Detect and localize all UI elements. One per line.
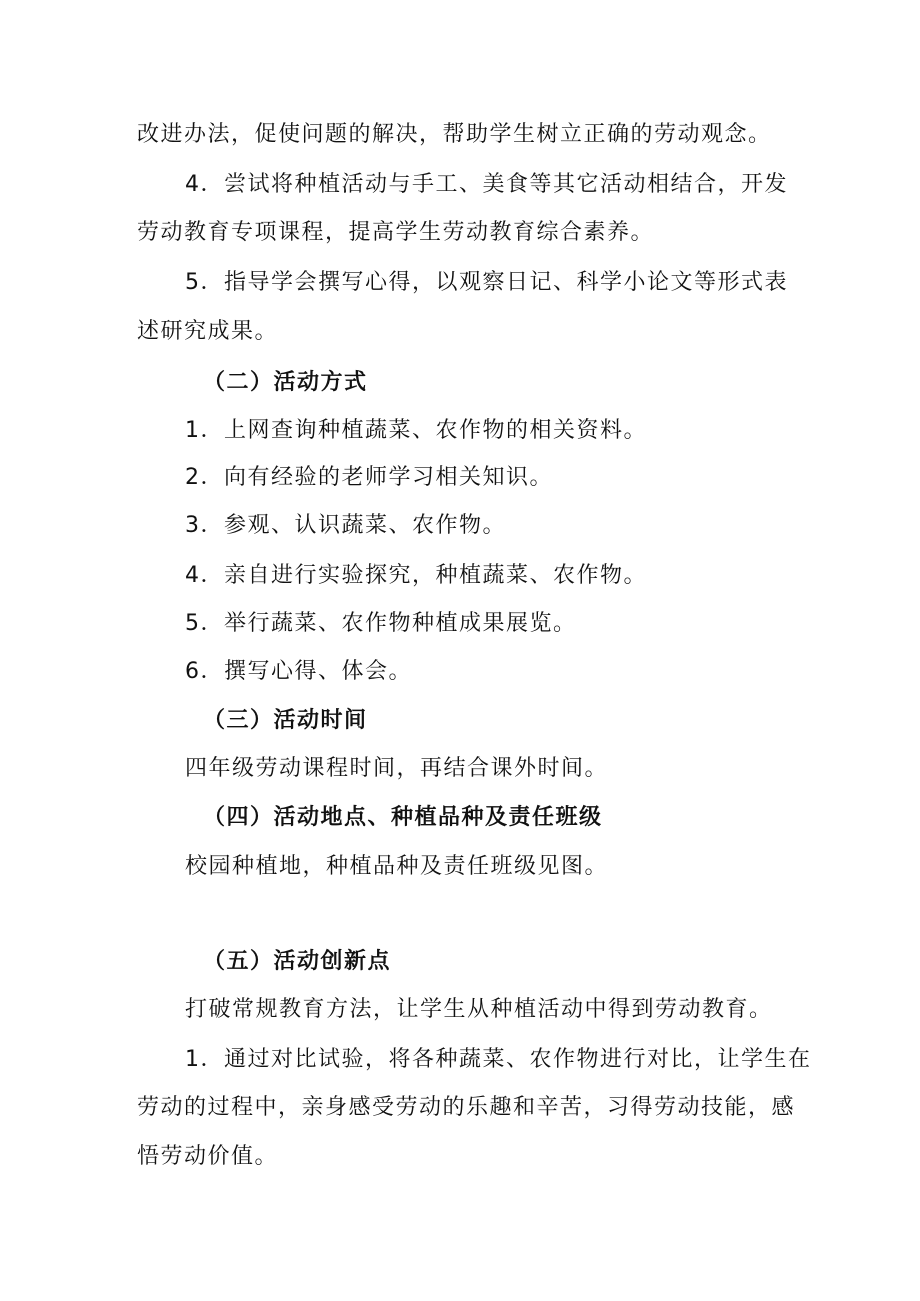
section-heading: （四）活动地点、种植品种及责任班级 [203,805,603,830]
paragraph-line: 打破常规教育方法，让学生从种植活动中得到劳动教育。 [185,997,773,1022]
list-item: 3．参观、认识蔬菜、农作物。 [185,513,506,538]
list-item: 6．撰写心得、体会。 [185,659,412,684]
paragraph-line: 改进办法，促使问题的解决，帮助学生树立正确的劳动观念。 [137,122,772,147]
section-heading: （五）活动创新点 [203,949,392,974]
section-heading: （二）活动方式 [203,370,368,395]
list-item: 5．举行蔬菜、农作物种植成果展览。 [185,611,577,636]
list-item: 1．通过对比试验，将各种蔬菜、农作物进行对比，让学生在 [185,1047,812,1072]
list-item: 1．上网查询种植蔬菜、农作物的相关资料。 [185,418,647,443]
paragraph-line: 劳动的过程中，亲身感受劳动的乐趣和辛苦，习得劳动技能，感 [137,1095,796,1120]
list-item: 4．尝试将种植活动与手工、美食等其它活动相结合，开发 [185,172,788,197]
paragraph-line: 述研究成果。 [137,319,279,344]
paragraph-line: 劳动教育专项课程，提高学生劳动教育综合素养。 [137,220,655,245]
list-item: 2．向有经验的老师学习相关知识。 [185,465,553,490]
paragraph-line: 校园种植地，种植品种及责任班级见图。 [185,854,609,879]
list-item: 5．指导学会撰写心得，以观察日记、科学小论文等形式表 [185,270,788,295]
paragraph-line: 四年级劳动课程时间，再结合课外时间。 [185,756,609,781]
section-heading: （三）活动时间 [203,708,368,733]
paragraph-line: 悟劳动价值。 [137,1144,279,1169]
list-item: 4．亲自进行实验探究，种植蔬菜、农作物。 [185,563,647,588]
